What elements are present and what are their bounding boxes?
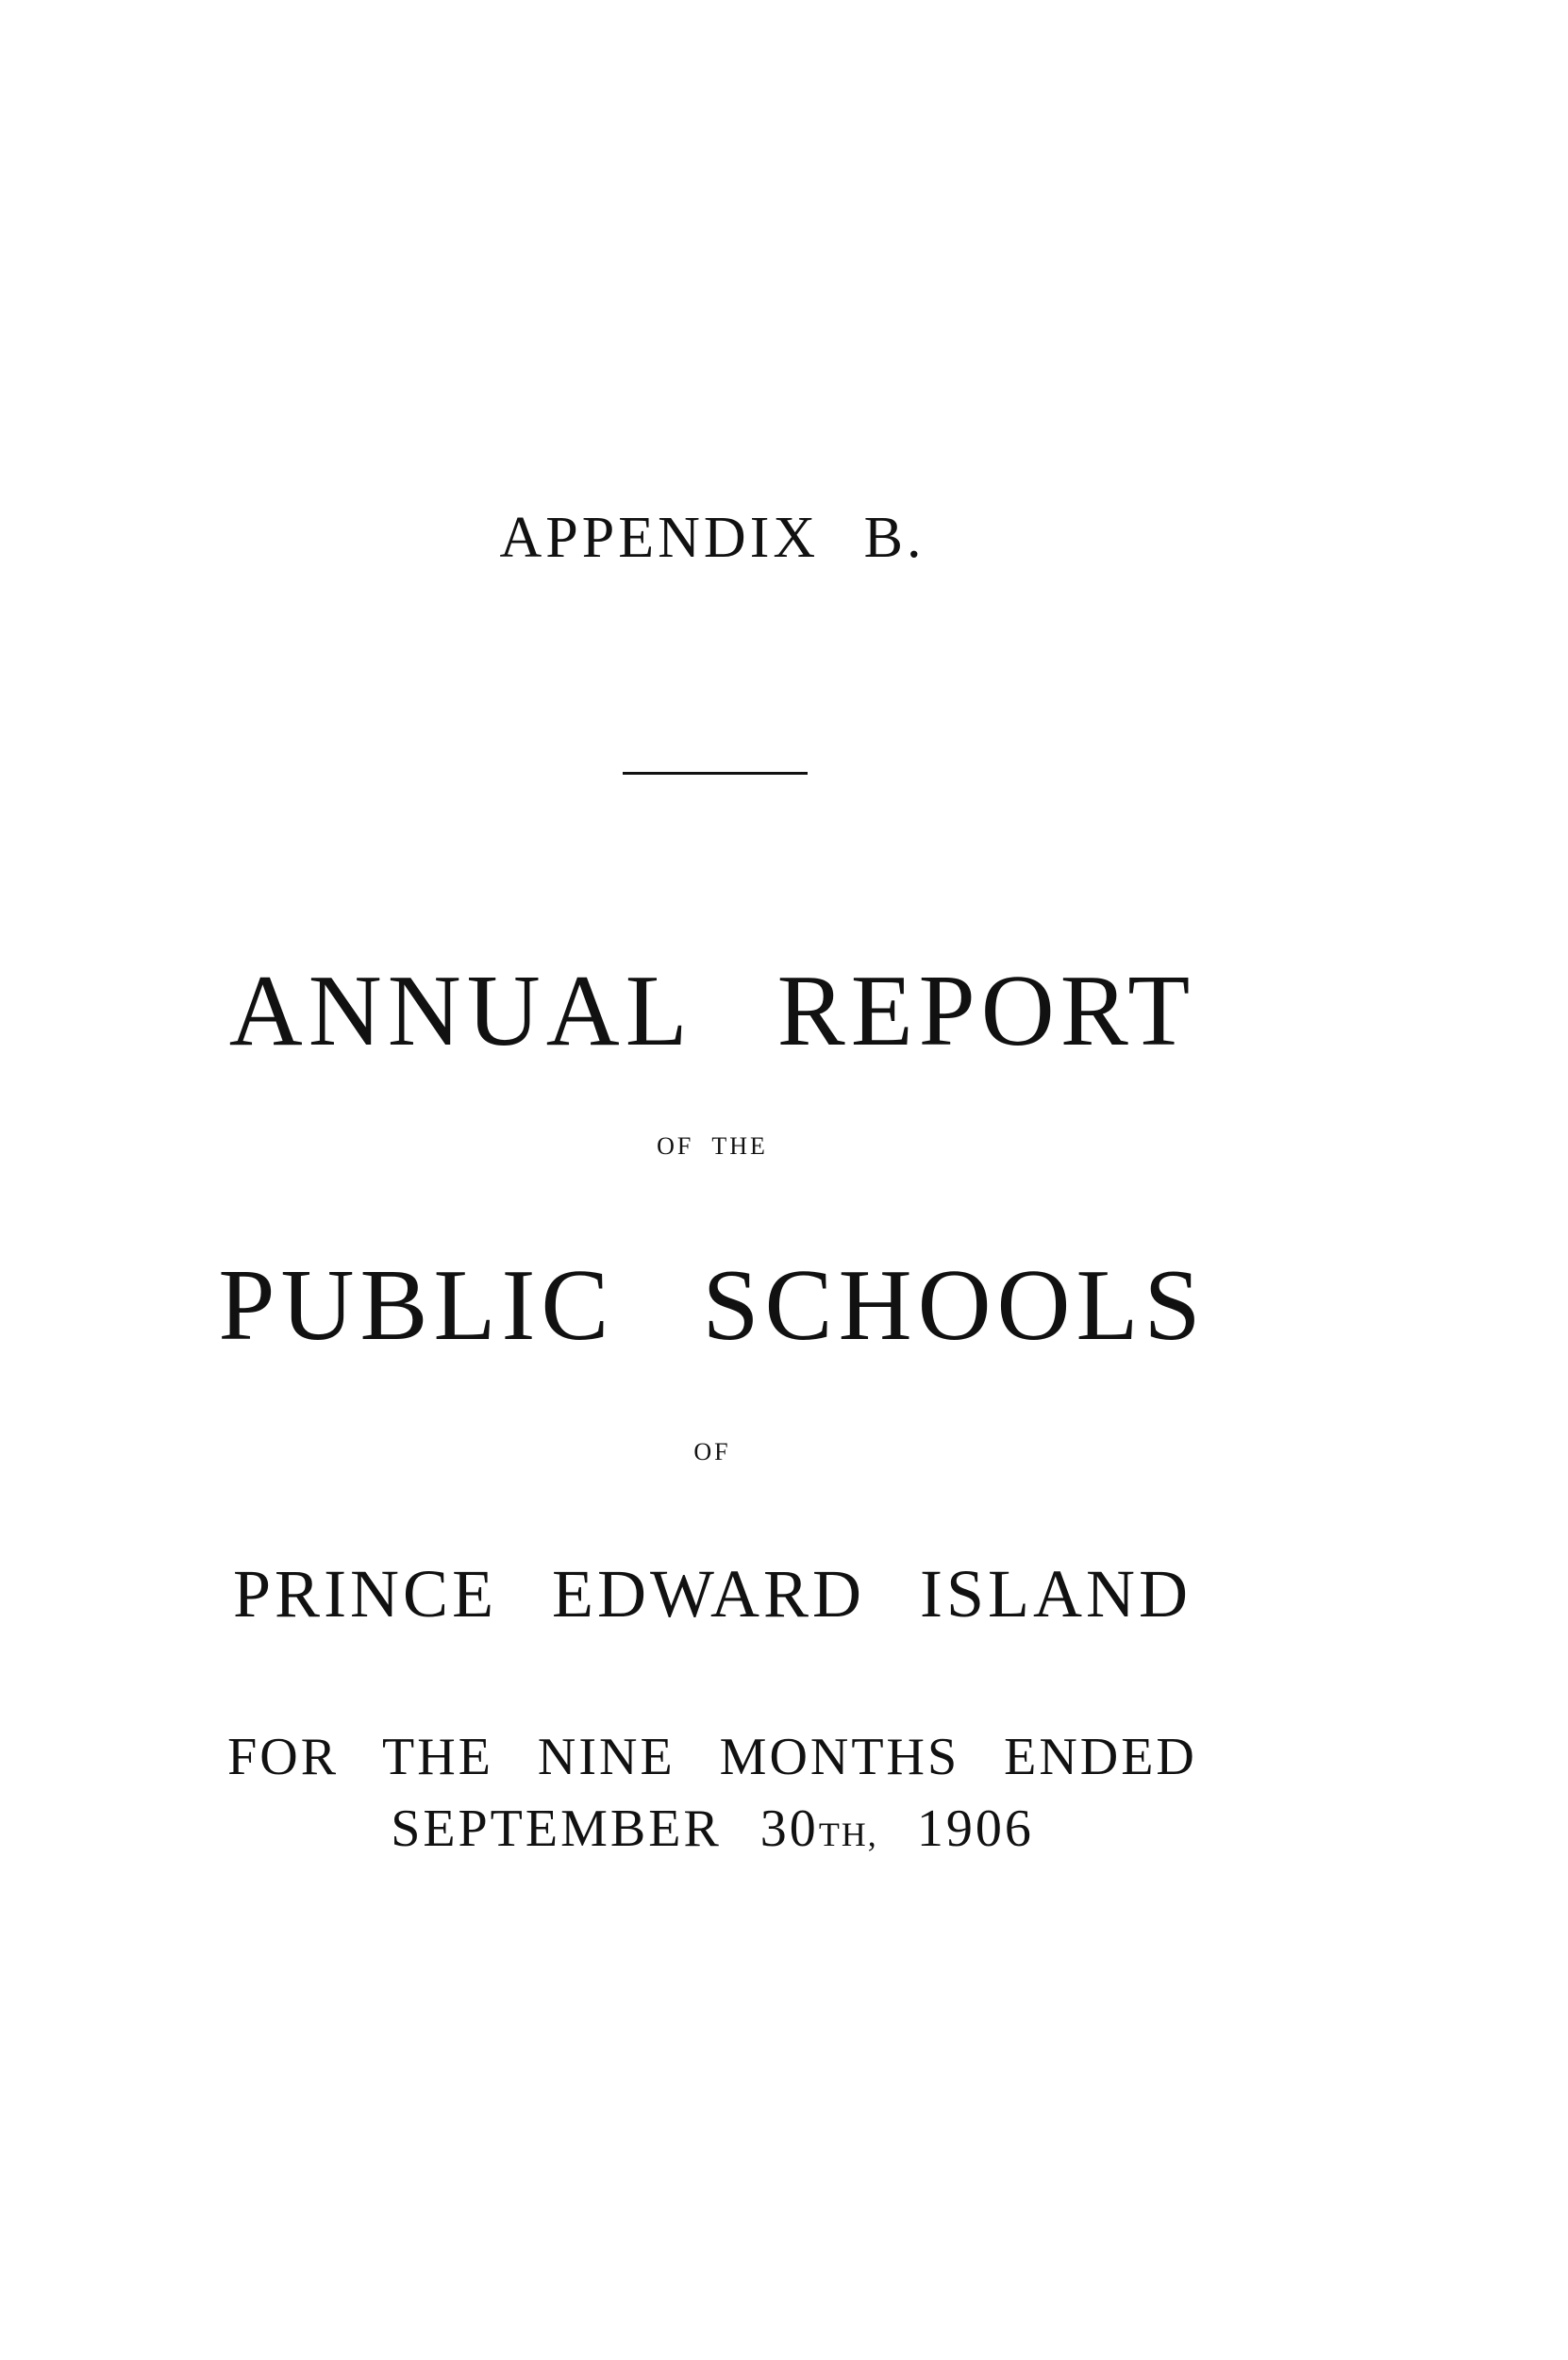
of-the-text: OF THE	[657, 1132, 768, 1160]
report-title-line1: ANNUAL REPORT	[228, 955, 1196, 1067]
report-title-line2: PUBLIC SCHOOLS	[218, 1249, 1207, 1362]
divider-rule	[623, 772, 808, 775]
appendix-heading: APPENDIX B.	[499, 506, 926, 570]
province-name: PRINCE EDWARD ISLAND	[233, 1556, 1192, 1632]
period-year: 1906	[916, 1799, 1034, 1858]
of-text: OF	[693, 1438, 731, 1465]
period-day-suffix: TH,	[818, 1816, 878, 1853]
period-line2	[0, 1799, 1425, 1859]
period-month-day: SEPTEMBER 30	[391, 1799, 819, 1858]
period-line1: FOR THE NINE MONTHS ENDED	[227, 1728, 1197, 1786]
